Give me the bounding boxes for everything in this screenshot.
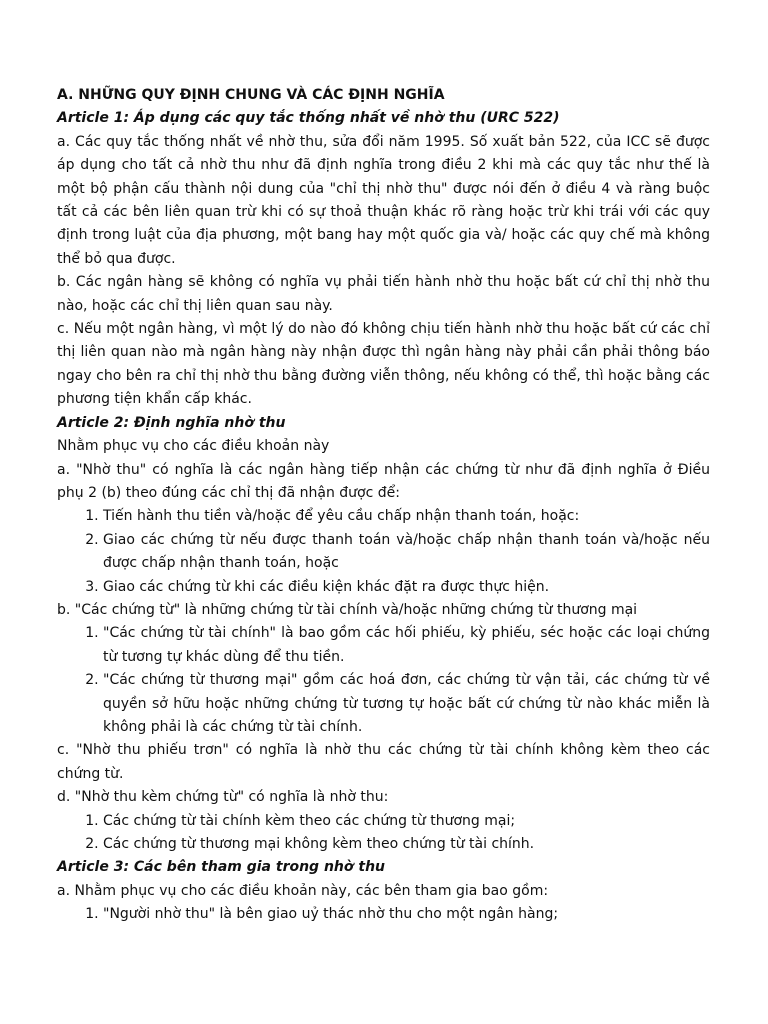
section-heading: A. NHỮNG QUY ĐỊNH CHUNG VÀ CÁC ĐỊNH NGHĨA [57, 87, 445, 103]
article-3-title: Article 3: Các bên tham gia trong nhờ thu [57, 859, 386, 876]
article-2-d-list [57, 810, 710, 857]
article-1-para-a: a. Các quy tắc thống nhất về nhờ thu, sửa đổi năm 1995. Số xuất bản 522, của ICC sẽ được áp dụng cho tất cả nhờ thu như đã định nghĩa trong điều 2 khi mà các quy tắc như thế là một bộ phận cấu thành nội dung của "chỉ thị nhờ thu" được nói đến ở điều 4 và ràng buộc tất cả các bên liên quan trừ khi có sự thoả thuận khác rõ ràng hoặc trừ khi trái với các quy định trong luật của địa phương, một bang hay một quốc gia và/ hoặc các quy chế mà không thể bỏ qua được. [57, 133, 710, 267]
list-item: 1. Tiến hành thu tiền và/hoặc để yêu cầu chấp nhận thanh toán, hoặc: [103, 505, 710, 528]
article-2-para-b: b. "Các chứng từ" là những chứng từ tài chính và/hoặc những chứng từ thương mại [57, 601, 638, 618]
article-3-para-a: a. Nhằm phục vụ cho các điều khoản này, các bên tham gia bao gồm: [57, 882, 549, 899]
list-item: 1. Các chứng từ tài chính kèm theo các chứng từ thương mại; [103, 810, 710, 833]
article-2-para-c: c. "Nhờ thu phiếu trơn" có nghĩa là nhờ thu các chứng từ tài chính không kèm theo các chứng từ. [57, 742, 710, 782]
article-2-title: Article 2: Định nghĩa nhờ thu [57, 414, 286, 431]
article-2-para-a: a. "Nhờ thu" có nghĩa là các ngân hàng tiếp nhận các chứng từ như đã định nghĩa ở Điều phụ 2 (b) theo đúng các chỉ thị đã nhận được để: [57, 461, 710, 501]
article-2-b-list [57, 622, 710, 739]
article-1-para-b: b. Các ngân hàng sẽ không có nghĩa vụ phải tiến hành nhờ thu hoặc bất cứ chỉ thị nhờ thu nào, hoặc các chỉ thị liên quan sau này. [57, 274, 710, 314]
list-item: 1. "Người nhờ thu" là bên giao uỷ thác nhờ thu cho một ngân hàng; [103, 903, 710, 926]
article-2-intro: Nhằm phục vụ cho các điều khoản này [57, 438, 330, 455]
article-1-title: Article 1: Áp dụng các quy tắc thống nhất về nhờ thu (URC 522) [57, 110, 560, 127]
list-item: 3. Giao các chứng từ khi các điều kiện khác đặt ra được thực hiện. [103, 576, 710, 599]
article-2-para-d: d. "Nhờ thu kèm chứng từ" có nghĩa là nhờ thu: [57, 789, 389, 806]
document-body [57, 84, 710, 927]
list-item: 2. Giao các chứng từ nếu được thanh toán và/hoặc chấp nhận thanh toán và/hoặc nếu được chấp nhận thanh toán, hoặc [103, 529, 710, 576]
list-item: 2. Các chứng từ thương mại không kèm theo chứng từ tài chính. [103, 833, 710, 856]
list-item: 1. "Các chứng từ tài chính" là bao gồm các hối phiếu, kỳ phiếu, séc hoặc các loại chứng từ tương tự khác dùng để thu tiền. [103, 622, 710, 669]
article-3-a-list [57, 903, 710, 926]
article-2-a-list [57, 505, 710, 599]
article-1-para-c: c. Nếu một ngân hàng, vì một lý do nào đó không chịu tiến hành nhờ thu hoặc bất cứ các chỉ thị liên quan nào mà ngân hàng này nhận được thì ngân hàng này phải cần phải thông báo ngay cho bên ra chỉ thị nhờ thu bằng đường viễn thông, nếu không có thể, thì hoặc bằng các phương tiện khẩn cấp khác. [57, 321, 710, 408]
list-item: 2. "Các chứng từ thương mại" gồm các hoá đơn, các chứng từ vận tải, các chứng từ về quyền sở hữu hoặc những chứng từ tương tự hoặc bất cứ chứng từ nào khác miễn là không phải là các chứng từ tài chính. [103, 669, 710, 739]
